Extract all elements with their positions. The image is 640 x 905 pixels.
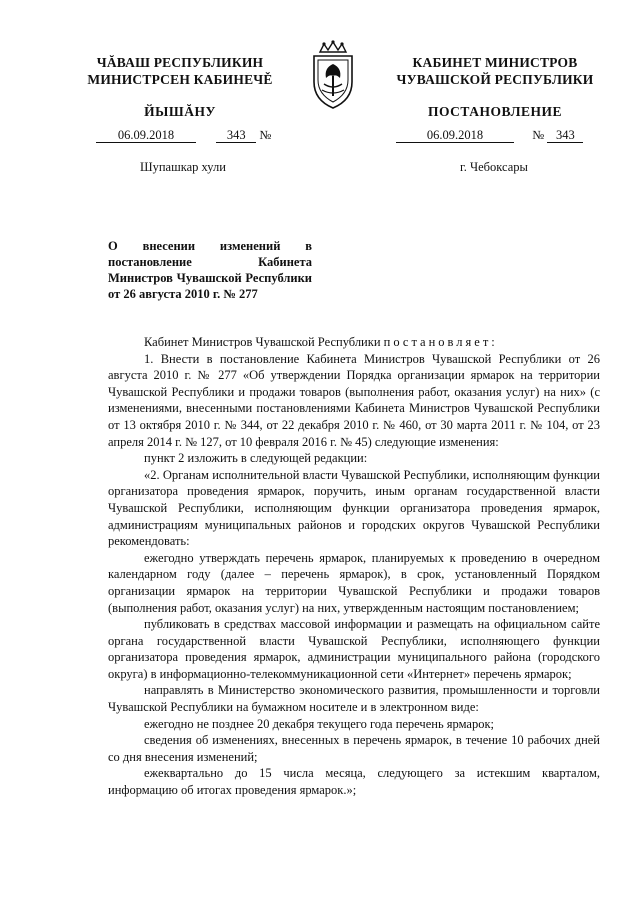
date-right: 06.09.2018 bbox=[396, 128, 514, 143]
body-paragraph: 1. Внести в постановление Кабинета Министров Чувашской Республики от 26 августа 2010 г. № 277 «Об утверждении Порядка организации ярмарок на территории Чувашской Республики и продажи товаров (выполнения работ, оказания услуг) на них» (с изменениями, внесенными постановлениями Кабинета Министров Чувашской Республики от 13 октября 2010 г. № 344, от 22 декабря 2010 г. № 460, от 30 марта 2011 г. № 104, от 23 апреля 2014 г. № 127, от 10 февраля 2016 г. № 45) следующие изменения: bbox=[108, 351, 600, 449]
header-left bbox=[80, 54, 280, 120]
body-paragraph: ежегодно утверждать перечень ярмарок, планируемых к проведению в очередном календарном году (далее – перечень ярмарок), в срок, установленный Порядком организации ярмарок на территории Чувашской Республики и продажи товаров (выполнения работ, оказания услуг) на них, утвержденным настоящим постановлением; bbox=[108, 550, 600, 615]
place-chuvash: Шупашкар хули bbox=[140, 160, 226, 174]
crown-icon bbox=[320, 40, 346, 52]
body-paragraph: ежеквартально до 15 числа месяца, следующего за истекшим кварталом, информацию об итогах проведения ярмарок.»; bbox=[108, 766, 600, 798]
doc-type-russian: ПОСТАНОВЛЕНИЕ bbox=[427, 104, 563, 119]
body-paragraph: пункт 2 изложить в следующей редакции: bbox=[144, 451, 368, 466]
doc-type-chuvash: ЙЫШĂНУ bbox=[144, 104, 216, 119]
document-title: О внесении изменений в постановление Кабинета Министров Чувашской Республики от 26 августа 2010 г. № 277 bbox=[108, 239, 312, 301]
body-intro: Кабинет Министров Чувашской Республики постановляет: bbox=[144, 335, 498, 349]
date-number-line-right bbox=[396, 128, 596, 143]
document-body bbox=[108, 334, 600, 799]
header-right bbox=[380, 54, 610, 120]
body-paragraph: «2. Органам исполнительной власти Чувашской Республики, исполняющим функции организатора проведения ярмарок, поручить, иным органам государственной власти Чувашской Республики, исполняющим функции организатора проведения ярмарок, администрациям муниципальных районов и городских округов Чувашской Республики рекомендовать: bbox=[108, 467, 600, 549]
org-name-chuvash-line2: МИНИСТРСЕН КАБИНЕЧĚ bbox=[87, 72, 273, 87]
body-paragraph: публиковать в средствах массовой информации и размещать на официальном сайте органа государственной власти Чувашской Республики, исполняющего функции организатора проведения ярмарок, администрации муниципального района (городского округа) в информационно-телекоммуникационной сети «Интернет» перечень ярмарок; bbox=[108, 617, 600, 681]
body-intro-verb: постановляет: bbox=[383, 335, 498, 349]
date-number-line-left bbox=[96, 128, 316, 143]
org-name-chuvash-line1: ЧĂВАШ РЕСПУБЛИКИН bbox=[96, 55, 264, 70]
coat-of-arms-emblem bbox=[306, 40, 360, 110]
org-name-russian-line2: ЧУВАШСКОЙ РЕСПУБЛИКИ bbox=[396, 72, 594, 87]
number-sign-left: № bbox=[259, 128, 272, 142]
place-russian: г. Чебоксары bbox=[460, 160, 528, 174]
number-sign-right: № bbox=[532, 128, 545, 142]
number-right: 343 bbox=[547, 128, 583, 143]
body-paragraph: сведения об изменениях, внесенных в перечень ярмарок, в течение 10 рабочих дней со дня внесения изменений; bbox=[108, 733, 600, 764]
org-name-russian-line1: КАБИНЕТ МИНИСТРОВ bbox=[412, 55, 578, 70]
date-left: 06.09.2018 bbox=[96, 128, 196, 143]
number-left: 343 bbox=[216, 128, 256, 143]
body-paragraph: ежегодно не позднее 20 декабря текущего года перечень ярмарок; bbox=[144, 716, 494, 731]
body-paragraph: направлять в Министерство экономического развития, промышленности и торговли Чувашской Республики на бумажном носителе и в электронном виде: bbox=[108, 683, 600, 715]
